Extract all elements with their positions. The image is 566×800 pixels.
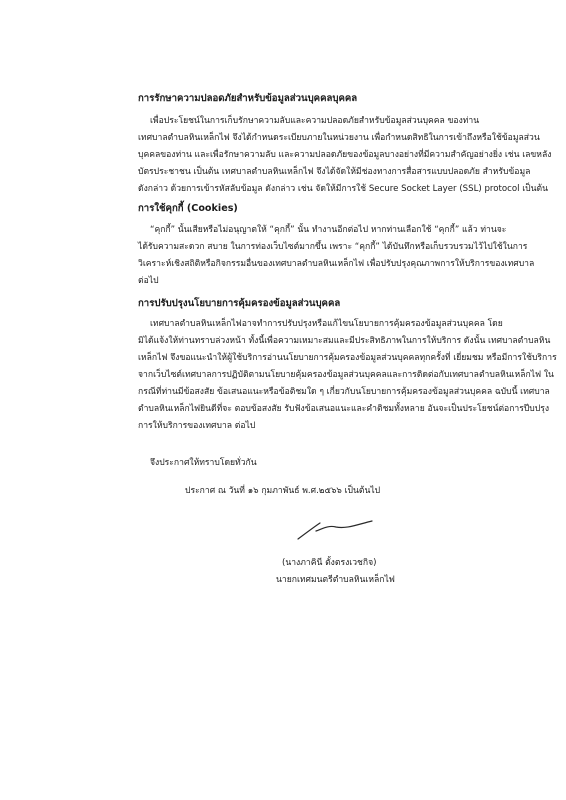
paragraph-line: “คุกกี้” นั้นเสียหรือไม่อนุญาตให้ “คุกกี้” นั้น ทำงานอีกต่อไป หากท่านเลือกใช้ “คุกกี้” แล้ว ท่านจะ [150,225,507,235]
paragraph-line: การให้บริการของเทศบาล ต่อไป [138,421,256,431]
paragraph-line: มิได้แจ้งให้ท่านทราบล่วงหน้า ทั้งนี้เพื่อความเหมาะสมและมีประสิทธิภาพในการให้บริการ ดังนั้น เทศบาลตำบลหิน [138,336,551,346]
paragraph-line: จากเว็บไซต์เทศบาลการปฏิบัติตามนโยบายคุ้มครองข้อมูลส่วนบุคคลและการติดต่อกับเทศบาลตำบลหินเหล็กไฟ ใน [138,370,554,380]
paragraph-line: เพื่อประโยชน์ในการเก็บรักษาความลับและความปลอดภัยสำหรับข้อมูลส่วนบุคคล ของท่าน [150,116,480,126]
paragraph-line: บุคคลของท่าน และเพื่อรักษาความลับ และความปลอดภัยของข้อมูลบางอย่างที่มีความสำคัญอย่างยิ่ง เช่น เลขหลัง [138,150,552,160]
paragraph-line: เทศบาลตำบลหินเหล็กไฟอาจทำการปรับปรุงหรือแก้ไขนโยบายการคุ้มครองข้อมูลส่วนบุคคล โดย [150,319,503,329]
section-heading-security: การรักษาความปลอดภัยสำหรับข้อมูลส่วนบุคคลบุคคล [138,93,358,104]
section-heading-cookies: การใช้คุกกี้ (Cookies) [138,203,238,214]
paragraph-line: ตำบลหินเหล็กไฟยินดีที่จะ ตอบข้อสงสัย รับฟังข้อเสนอแนะและคำติชมทั้งหลาย อันจะเป็นประโยชน์ต่อการปีบปรุง [138,404,550,414]
signature-mark [292,513,382,543]
paragraph-line: ได้รับความสะดวก สบาย ในการท่องเว็บไซต์มากขึ้น เพราะ “คุกกี้” ได้บันทึกหรือเก็บรวบรวมไว้ไปใช้ในการ [138,242,528,252]
closing-announcement: จึงประกาศให้ทราบโดยทั่วกัน [150,458,257,468]
paragraph-line: เหล็กไฟ จึงขอแนะนำให้ผู้ใช้บริการอ่านนโยบายการคุ้มครองข้อมูลส่วนบุคคลทุกครั้งที่ เยี่ยมชม หรือมีการใช้บริการ [138,353,557,363]
paragraph-line: วิเคราะห์เชิงสถิติหรือกิจกรรมอื่นของเทศบาลตำบลหินเหล็กไฟ เพื่อปรับปรุงคุณภาพการให้บริการของเทศบาล [138,259,535,269]
paragraph-line: บัตรประชาชน เป็นต้น เทศบาลตำบลหินเหล็กไฟ จึงได้จัดให้มีช่องทางการสื่อสารแบบปลอดภัย สำหรับข้อมูล [138,167,531,177]
section-heading-policy-update: การปรับปรุงนโยบายการคุ้มครองข้อมูลส่วนบุคคล [138,298,341,309]
paragraph-line: กรณีที่ท่านมีข้อสงสัย ข้อเสนอแนะหรือข้อติชมใด ๆ เกี่ยวกับนโยบายการคุ้มครองข้อมูลส่วนบุคคล ฉบับนี้ เทศบาล [138,387,550,397]
paragraph-line: เทศบาลตำบลหินเหล็กไฟ จึงได้กำหนดระเบียบภายในหน่วยงาน เพื่อกำหนดสิทธิในการเข้าถึงหรือใช้ข้อมูลส่วน [138,133,540,143]
signer-name: (นางภาคินี ตั้งตรงเวชกิจ) [282,558,377,568]
signer-title: นายกเทศมนตรีตำบลหินเหล็กไฟ [276,575,395,585]
announcement-date: ประกาศ ณ วันที่ ๑๖ กุมภาพันธ์ พ.ศ.๒๕๖๖ เป็นต้นไป [185,486,381,496]
paragraph-line: ต่อไป [138,276,159,286]
paragraph-line: ดังกล่าว ด้วยการเข้ารหัสลับข้อมูล ดังกล่าว เช่น จัดให้มีการใช้ Secure Socket Layer (SSL) protocol เป็นต้น [138,184,548,194]
